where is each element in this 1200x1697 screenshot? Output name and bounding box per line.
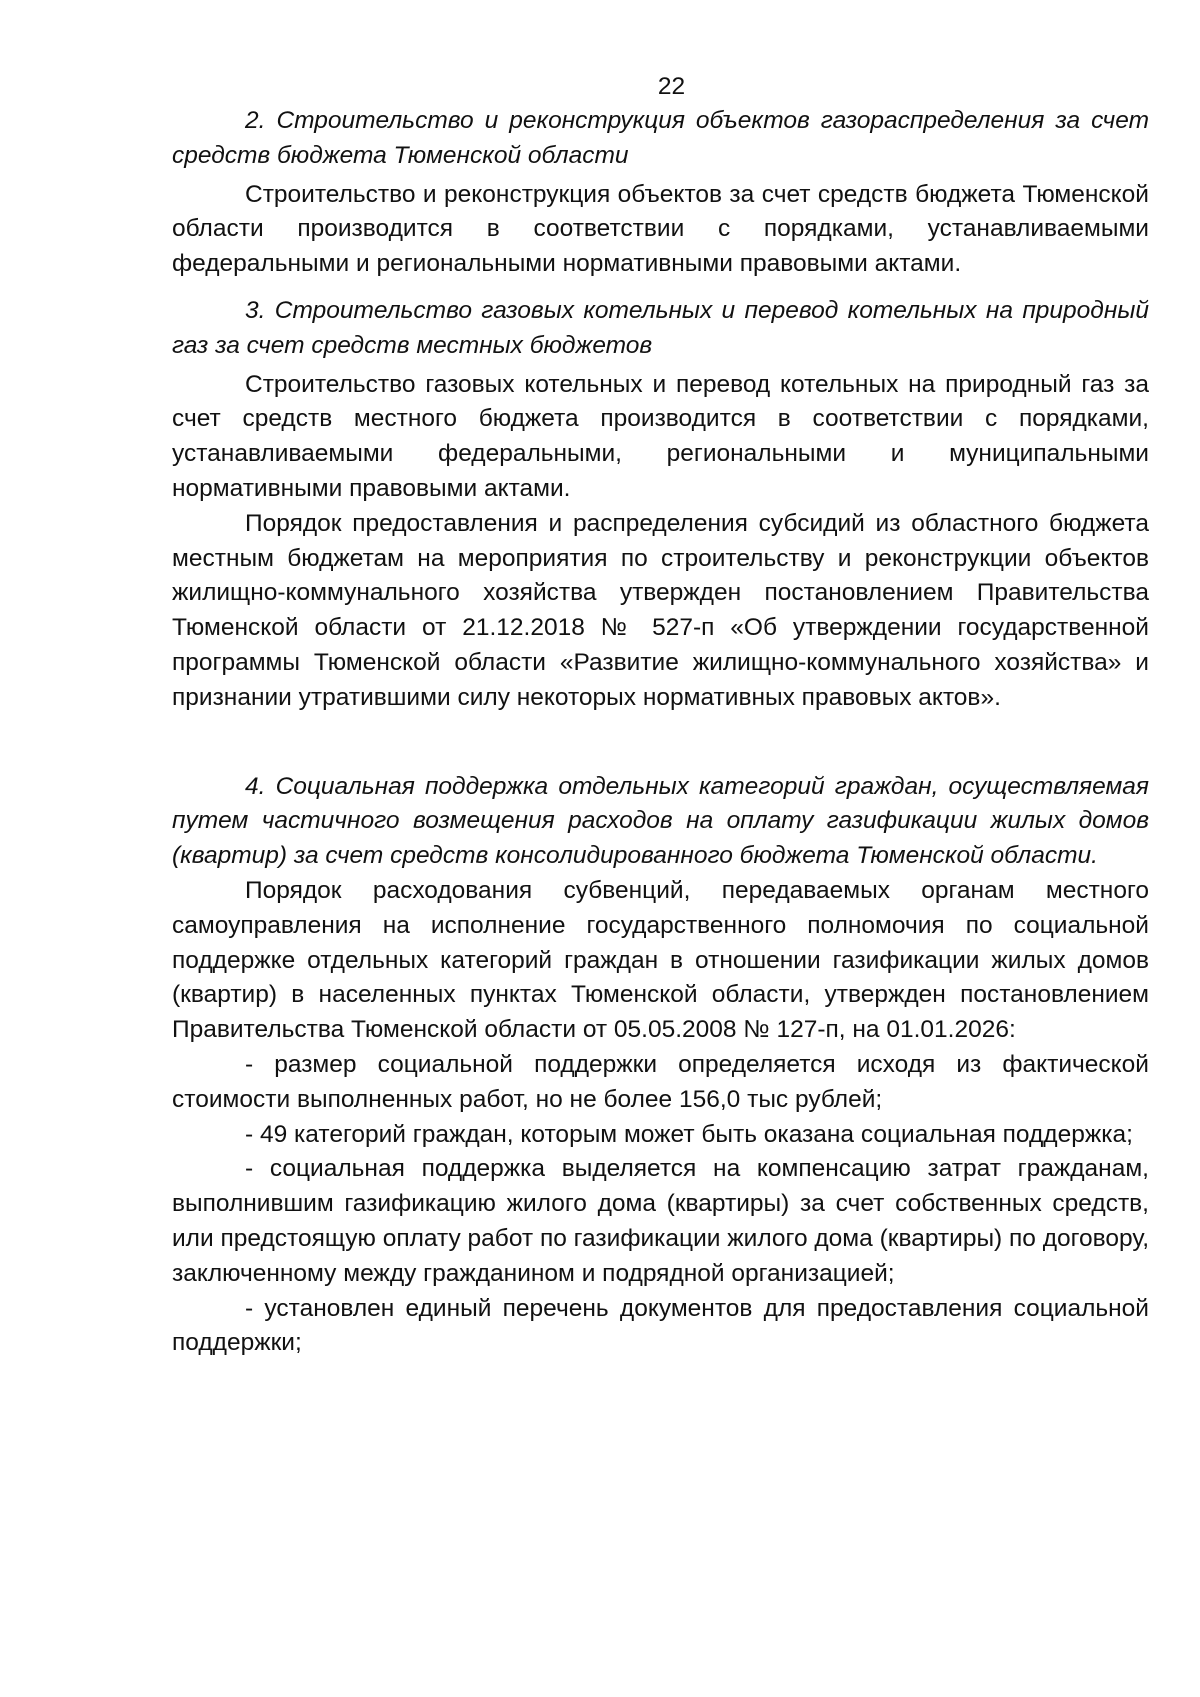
section-4-heading: 4. Социальная поддержка отдельных категорий граждан, осуществляемая путем частичного возмещения расходов на оплату газификации жилых домов (квартир) за счет средств консолидированного бюджета Тюменской области. xyxy=(172,772,1149,870)
section-4-list-item: - размер социальной поддержки определяется исходя из фактической стоимости выполненных работ, но не более 156,0 тыс рублей; xyxy=(172,1050,1149,1113)
section-4-list-item: - установлен единый перечень документов для предоставления социальной поддержки; xyxy=(172,1294,1149,1357)
section-2-paragraph: Строительство и реконструкция объектов за счет средств бюджета Тюменской области производится в соответствии с порядками, устанавливаемыми федеральными и региональными нормативными правовыми актами. xyxy=(172,180,1149,278)
page-number: 22 xyxy=(657,73,686,100)
section-4-list-item: - 49 категорий граждан, которым может быть оказана социальная поддержка; xyxy=(245,1120,1133,1148)
section-4-paragraph: Порядок расходования субвенций, передаваемых органам местного самоуправления на исполнение государственного полномочия по социальной поддержке отдельных категорий граждан в отношении газификации жилых домов (квартир) в населенных пунктах Тюменской области, утвержден постановлением Правительства Тюменской области от 05.05.2008 № 127-п, на 01.01.2026: xyxy=(172,876,1149,1044)
section-3-heading: 3. Строительство газовых котельных и перевод котельных на природный газ за счет средств местных бюджетов xyxy=(172,296,1149,359)
section-4-list-item: - социальная поддержка выделяется на компенсацию затрат гражданам, выполнившим газификацию жилого дома (квартиры) за счет собственных средств, или предстоящую оплату работ по газификации жилого дома (квартиры) по договору, заключенному между гражданином и подрядной организацией; xyxy=(172,1155,1149,1287)
section-3-paragraph: Порядок предоставления и распределения субсидий из областного бюджета местным бюджетам на мероприятия по строительству и реконструкции объектов жилищно-коммунального хозяйства утвержден постановлением Правительства Тюменской области от 21.12.2018 № 527-п «Об утверждении государственной программы Тюменской области «Развитие жилищно-коммунального хозяйства» и признании утратившими силу некоторых нормативных правовых актов». xyxy=(172,509,1149,711)
section-3-paragraph: Строительство газовых котельных и перевод котельных на природный газ за счет средств местного бюджета производится в соответствии с порядками, устанавливаемыми федеральными, региональными и муниципальными нормативными правовыми актами. xyxy=(172,370,1149,502)
document-page xyxy=(172,70,1149,1361)
section-2-heading: 2. Строительство и реконструкция объектов газораспределения за счет средств бюджета Тюменской области xyxy=(172,107,1149,169)
